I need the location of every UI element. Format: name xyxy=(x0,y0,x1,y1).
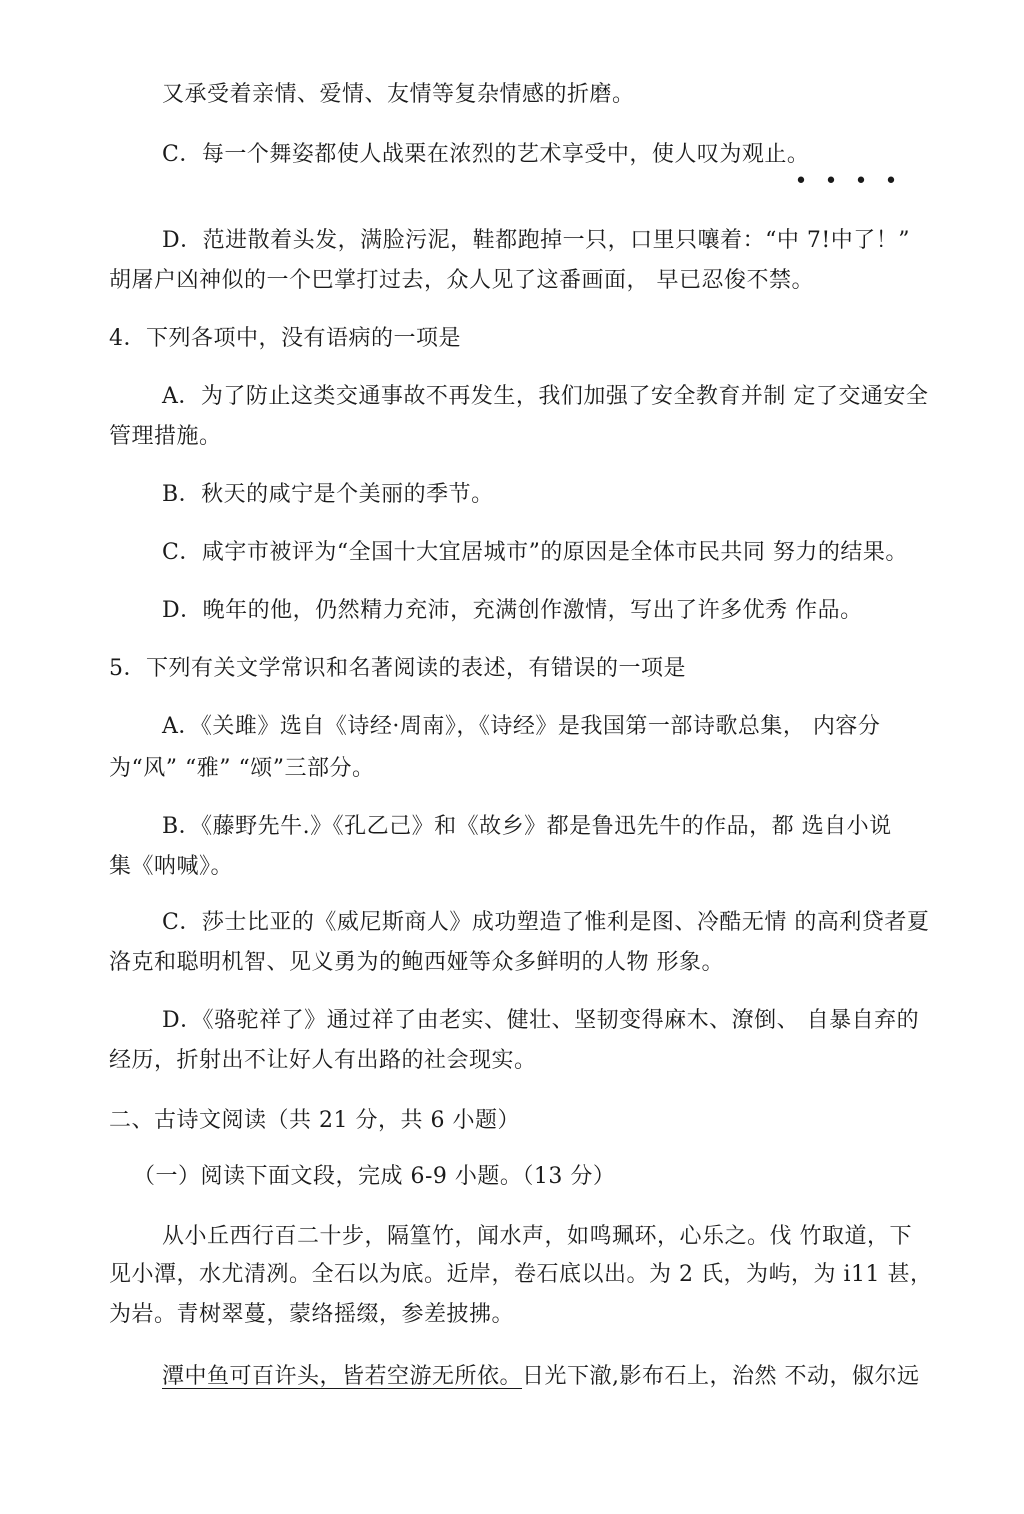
passage-line: 为岩。青树翠蔓，蒙络摇缀，参差披拂。 xyxy=(109,1302,515,1327)
emphasis-dot: • xyxy=(854,169,868,194)
section-heading: 二、古诗文阅读（共 21 分，共 6 小题） xyxy=(109,1108,520,1133)
option-c-line: C．莎士比亚的《威尼斯商人》成功塑造了惟利是图、冷酷无情 的高利贷者夏 xyxy=(162,910,930,935)
passage-text: 日光下澈,影布石上，治然 不动，俶尔远 xyxy=(522,1364,920,1389)
text-line: 又承受着亲情、爱情、友情等复杂情感的折磨。 xyxy=(162,82,635,107)
option-d-line: D．晚年的他，仍然精力充沛，充满创作激情，写出了许多优秀 作品。 xyxy=(162,598,863,623)
text-line: 为“风” “雅” “颂”三部分。 xyxy=(109,756,375,781)
emphasis-dot: • xyxy=(884,169,898,194)
option-a-line: A．为了防止这类交通事故不再发生，我们加强了安全教育并制 定了交通安全 xyxy=(162,384,929,409)
text-line: 胡屠户凶神似的一个巴掌打过去，众人见了这番画面， 早已忍俊不禁。 xyxy=(109,268,814,293)
emphasis-dot: • xyxy=(824,169,838,194)
option-b-line: B．秋天的咸宁是个美丽的季节。 xyxy=(162,482,494,507)
option-a-line: A．《关雎》选自《诗经·周南》，《诗经》是我国第一部诗歌总集， 内容分 xyxy=(162,714,881,739)
passage-line xyxy=(162,1362,920,1392)
text-line: 管理措施。 xyxy=(109,424,222,449)
text-line: 经历，折射出不让好人有出路的社会现实。 xyxy=(109,1048,537,1073)
passage-line: 从小丘西行百二十步，隔篁竹，闻水声，如鸣珮环，心乐之。伐 竹取道，下 xyxy=(162,1224,912,1249)
passage-line: 见小潭，水尤清冽。全石以为底。近岸，卷石底以出。为 2 氏，为屿，为 i11 甚， xyxy=(109,1262,933,1287)
text-line: 洛克和聪明机智、见义勇为的鲍西娅等众多鲜明的人物 形象。 xyxy=(109,950,724,975)
emphasis-dots xyxy=(786,169,906,194)
emphasis-dot: • xyxy=(794,169,808,194)
option-d-line: D．《骆驼祥了》通过祥了由老实、健壮、坚韧变得麻木、潦倒、 自暴自弃的 xyxy=(162,1008,920,1033)
option-c-line: C．咸宇市被评为“全国十大宜居城市”的原因是全体市民共同 努力的结果。 xyxy=(162,540,908,565)
question-4-stem: 4．下列各项中，没有语病的一项是 xyxy=(109,326,461,351)
underlined-sentence: 潭中鱼可百许头，皆若空游无所依。 xyxy=(162,1364,523,1389)
subsection-heading: （一）阅读下面文段，完成 6-9 小题。（13 分） xyxy=(133,1164,616,1189)
option-b-line: B．《藤野先牛.》《孔乙己》和《故乡》都是鲁迅先牛的作品，都 选自小说 xyxy=(162,814,892,839)
option-c-line: C．每一个舞姿都使人战栗在浓烈的艺术享受中，使人叹为观止。 xyxy=(162,142,810,167)
text-line: 集《呐喊》。 xyxy=(109,854,234,879)
option-d-line: D．范进散着头发，满脸污泥，鞋都跑掉一只，口里只嚷着：“中 7!中了！” xyxy=(162,228,910,253)
question-5-stem: 5．下列有关文学常识和名著阅读的表述，有错误的一项是 xyxy=(109,656,686,681)
